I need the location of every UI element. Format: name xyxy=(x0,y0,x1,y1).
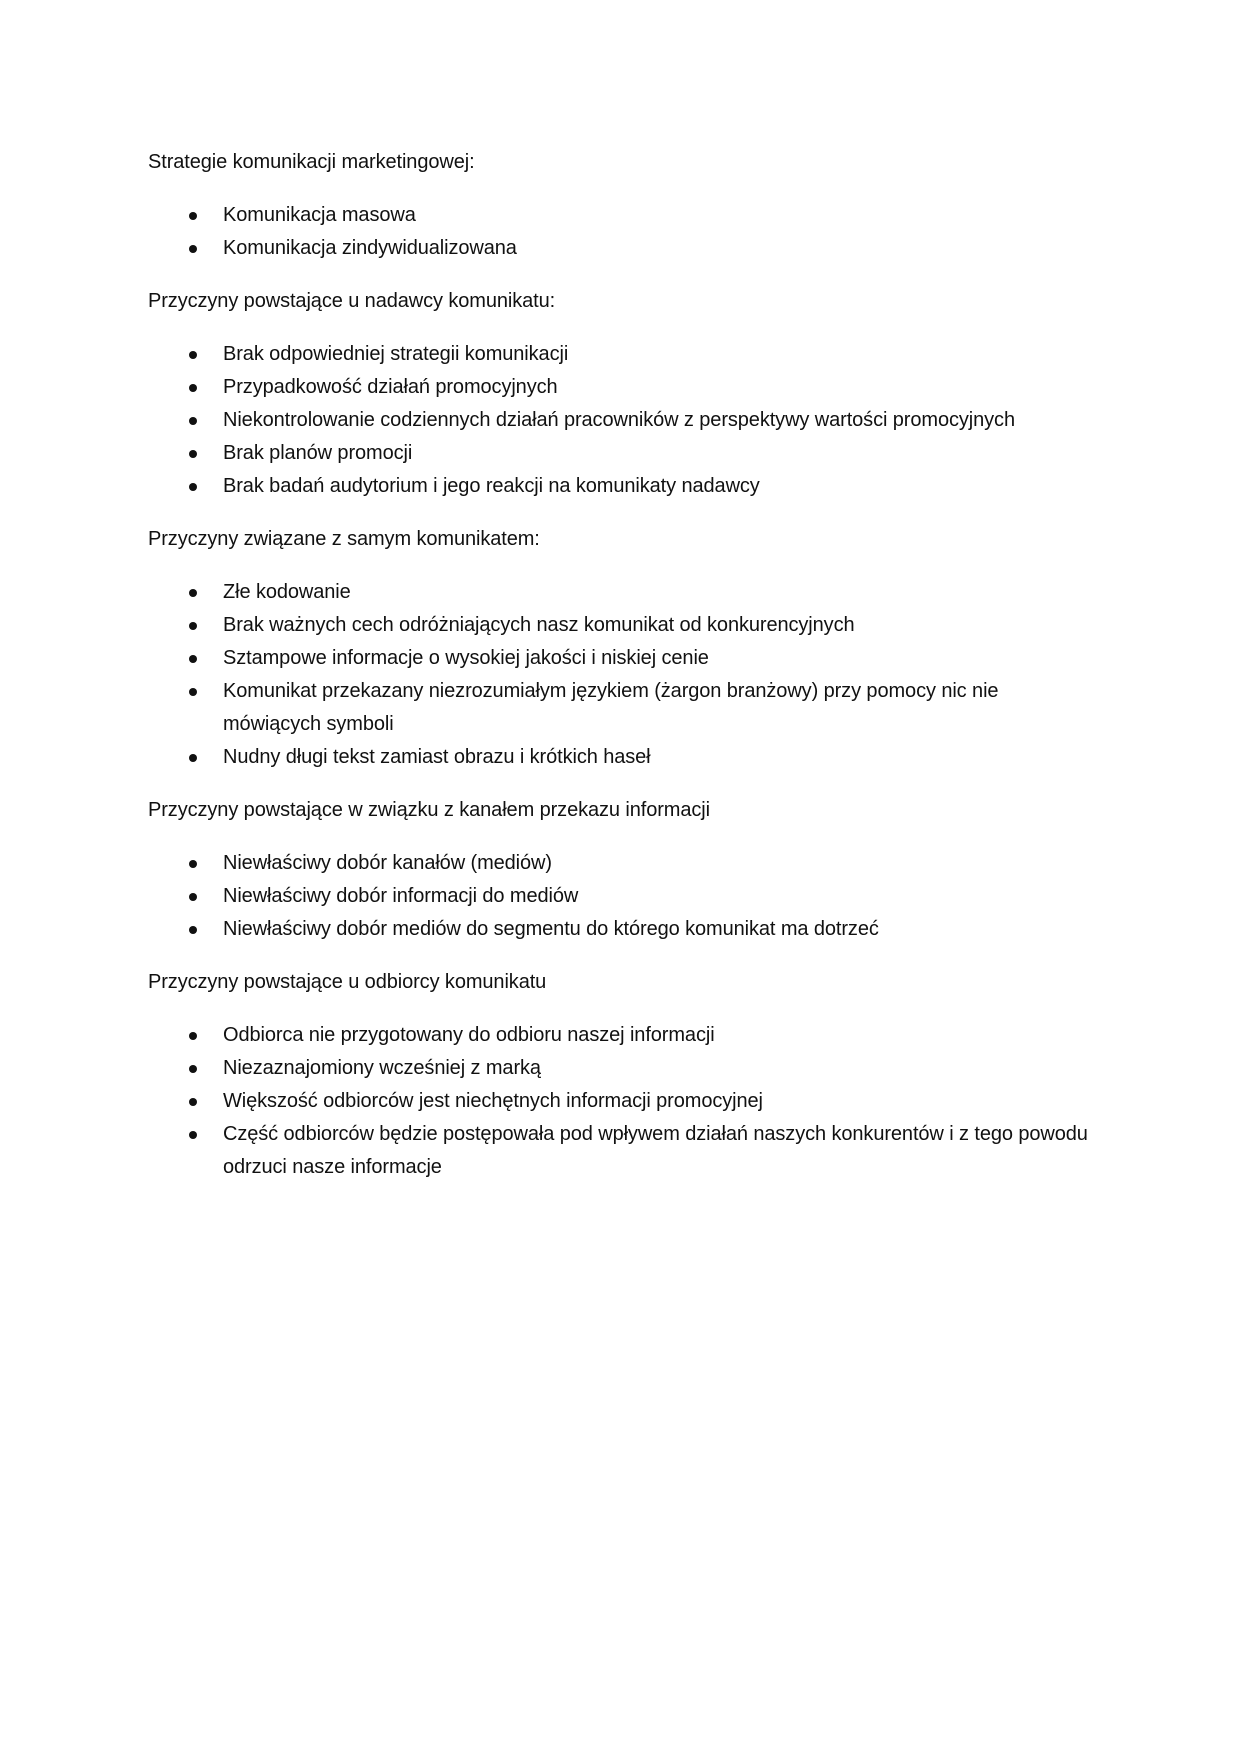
list-item-text: Niewłaściwy dobór kanałów (mediów) xyxy=(223,852,552,874)
bullet-icon xyxy=(189,926,197,934)
list-item xyxy=(148,675,1088,741)
list-item-text: Niezaznajomiony wcześniej z marką xyxy=(223,1057,541,1079)
bullet-list xyxy=(148,576,1088,774)
list-item xyxy=(148,880,1088,913)
list-item xyxy=(148,1019,1088,1052)
list-item xyxy=(148,847,1088,880)
list-item-text: Niewłaściwy dobór informacji do mediów xyxy=(223,885,579,907)
bullet-list xyxy=(148,338,1088,503)
list-item xyxy=(148,338,1088,371)
bullet-icon xyxy=(189,1032,197,1040)
list-item-text: Przypadkowość działań promocyjnych xyxy=(223,376,558,398)
list-item-text: Brak badań audytorium i jego reakcji na komunikaty nadawcy xyxy=(223,475,760,497)
list-item-text: Brak planów promocji xyxy=(223,442,413,464)
section-heading: Przyczyny powstające u nadawcy komunikatu: xyxy=(148,290,556,312)
list-item-text: Nudny długi tekst zamiast obrazu i krótkich haseł xyxy=(223,746,651,768)
section-heading: Przyczyny powstające u odbiorcy komunikatu xyxy=(148,971,547,993)
section-receiver-causes xyxy=(148,966,1088,1184)
list-item-text: Komunikacja zindywidualizowana xyxy=(223,237,517,259)
list-item xyxy=(148,741,1088,774)
list-item xyxy=(148,404,1088,437)
section-heading: Przyczyny powstające w związku z kanałem przekazu informacji xyxy=(148,799,710,821)
section-sender-causes xyxy=(148,285,1088,503)
bullet-icon xyxy=(189,655,197,663)
list-item-text: Większość odbiorców jest niechętnych informacji promocyjnej xyxy=(223,1090,763,1112)
list-item xyxy=(148,1118,1088,1184)
bullet-list xyxy=(148,847,1088,946)
list-item-text: Złe kodowanie xyxy=(223,581,351,603)
bullet-icon xyxy=(189,450,197,458)
list-item xyxy=(148,371,1088,404)
bullet-icon xyxy=(189,245,197,253)
document-body xyxy=(148,146,1088,1204)
section-channel-causes xyxy=(148,794,1088,946)
list-item-text: Odbiorca nie przygotowany do odbioru naszej informacji xyxy=(223,1024,715,1046)
bullet-icon xyxy=(189,384,197,392)
bullet-icon xyxy=(189,351,197,359)
bullet-list xyxy=(148,199,1088,265)
list-item xyxy=(148,1052,1088,1085)
list-item xyxy=(148,913,1088,946)
bullet-icon xyxy=(189,417,197,425)
bullet-icon xyxy=(189,1098,197,1106)
list-item-text: Niewłaściwy dobór mediów do segmentu do którego komunikat ma dotrzeć xyxy=(223,918,879,940)
list-item-text: Brak odpowiedniej strategii komunikacji xyxy=(223,343,569,365)
section-heading: Przyczyny związane z samym komunikatem: xyxy=(148,528,540,550)
list-item xyxy=(148,470,1088,503)
bullet-icon xyxy=(189,622,197,630)
bullet-icon xyxy=(189,1131,197,1139)
bullet-icon xyxy=(189,212,197,220)
list-item-text: Komunikat przekazany niezrozumiałym językiem (żargon branżowy) przy pomocy nic nie mówiących symboli xyxy=(223,680,999,735)
section-strategies xyxy=(148,146,1088,265)
list-item-text: Komunikacja masowa xyxy=(223,204,416,226)
list-item-text: Część odbiorców będzie postępowała pod wpływem działań naszych konkurentów i z tego powodu odrzuci nasze informacje xyxy=(223,1123,1088,1178)
list-item xyxy=(148,437,1088,470)
list-item xyxy=(148,609,1088,642)
bullet-icon xyxy=(189,1065,197,1073)
list-item xyxy=(148,576,1088,609)
list-item xyxy=(148,642,1088,675)
list-item xyxy=(148,232,1088,265)
bullet-icon xyxy=(189,893,197,901)
section-heading: Strategie komunikacji marketingowej: xyxy=(148,151,475,173)
bullet-icon xyxy=(189,688,197,696)
list-item xyxy=(148,199,1088,232)
section-message-causes xyxy=(148,523,1088,774)
list-item-text: Sztampowe informacje o wysokiej jakości i niskiej cenie xyxy=(223,647,709,669)
list-item-text: Niekontrolowanie codziennych działań pracowników z perspektywy wartości promocyjnych xyxy=(223,409,1015,431)
bullet-icon xyxy=(189,754,197,762)
bullet-list xyxy=(148,1019,1088,1184)
list-item-text: Brak ważnych cech odróżniających nasz komunikat od konkurencyjnych xyxy=(223,614,855,636)
list-item xyxy=(148,1085,1088,1118)
bullet-icon xyxy=(189,860,197,868)
bullet-icon xyxy=(189,589,197,597)
bullet-icon xyxy=(189,483,197,491)
